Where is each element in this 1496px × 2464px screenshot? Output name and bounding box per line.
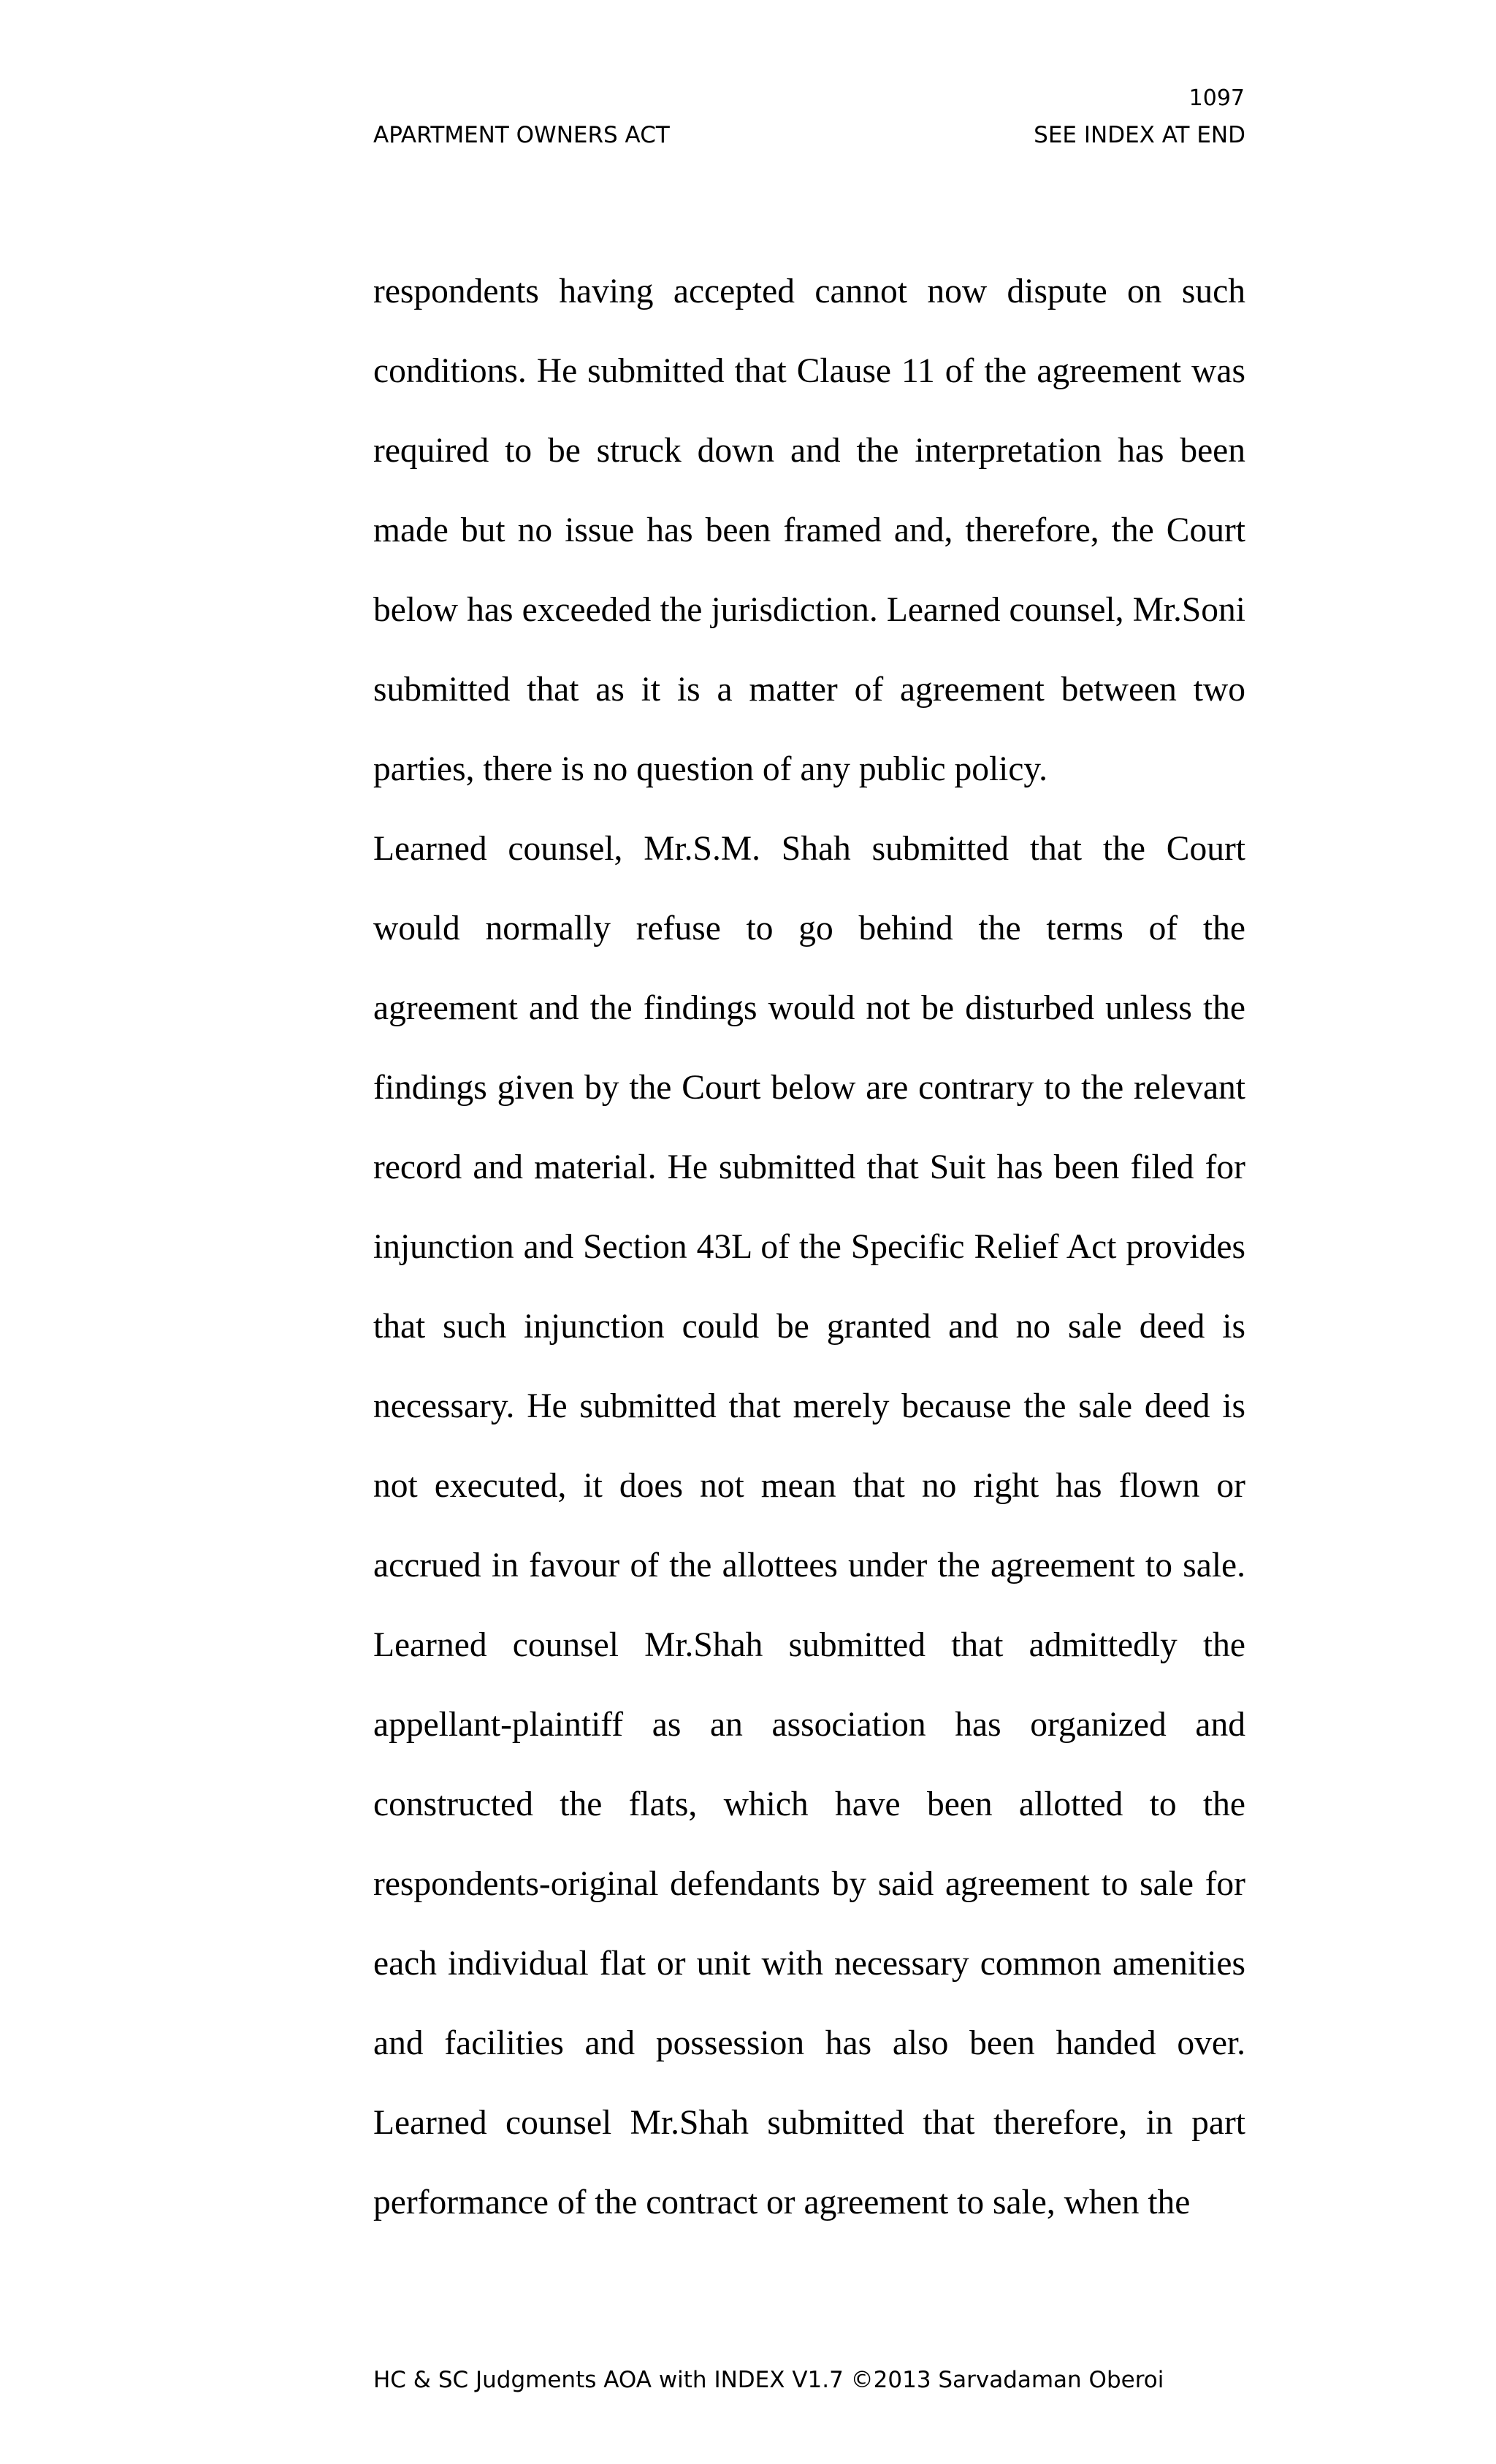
running-header: [373, 124, 1245, 147]
paragraph-2: Learned counsel, Mr.S.M. Shah submitted that the Court would normally refuse to go behind the terms of the agreement and the findings would not be disturbed unless the findings given by the Court below are contrary to the relevant record and material. He submitted that Suit has been filed for injunction and Section 43L of the Specific Relief Act provides that such injunction could be granted and no sale deed is necessary. He submitted that merely because the sale deed is not executed, it does not mean that no right has flown or accrued in favour of the allottees under the agreement to sale. Learned counsel Mr.Shah submitted that admittedly the appellant-plaintiff as an association has organized and constructed the flats, which have been allotted to the respondents-original defendants by said agreement to sale for each individual flat or unit with necessary common amenities and facilities and possession has also been handed over. Learned counsel Mr.Shah submitted that therefore, in part performance of the contract or agreement to sale, when the: [373, 830, 1245, 2221]
header-title: APARTMENT OWNERS ACT: [373, 122, 670, 148]
page-footer: HC & SC Judgments AOA with INDEX V1.7 ©2013 Sarvadaman Oberoi: [373, 2367, 1164, 2393]
page-number: 1097: [1188, 85, 1245, 111]
header-index-note: SEE INDEX AT END: [1034, 122, 1245, 148]
paragraph-1: respondents having accepted cannot now dispute on such conditions. He submitted that Clause 11 of the agreement was required to be struck down and the interpretation has been made but no issue has been framed and, therefore, the Court below has exceeded the jurisdiction. Learned counsel, Mr.Soni submitted that as it is a matter of agreement between two parties, there is no question of any public policy.: [373, 272, 1245, 788]
document-body: [373, 252, 1245, 2243]
